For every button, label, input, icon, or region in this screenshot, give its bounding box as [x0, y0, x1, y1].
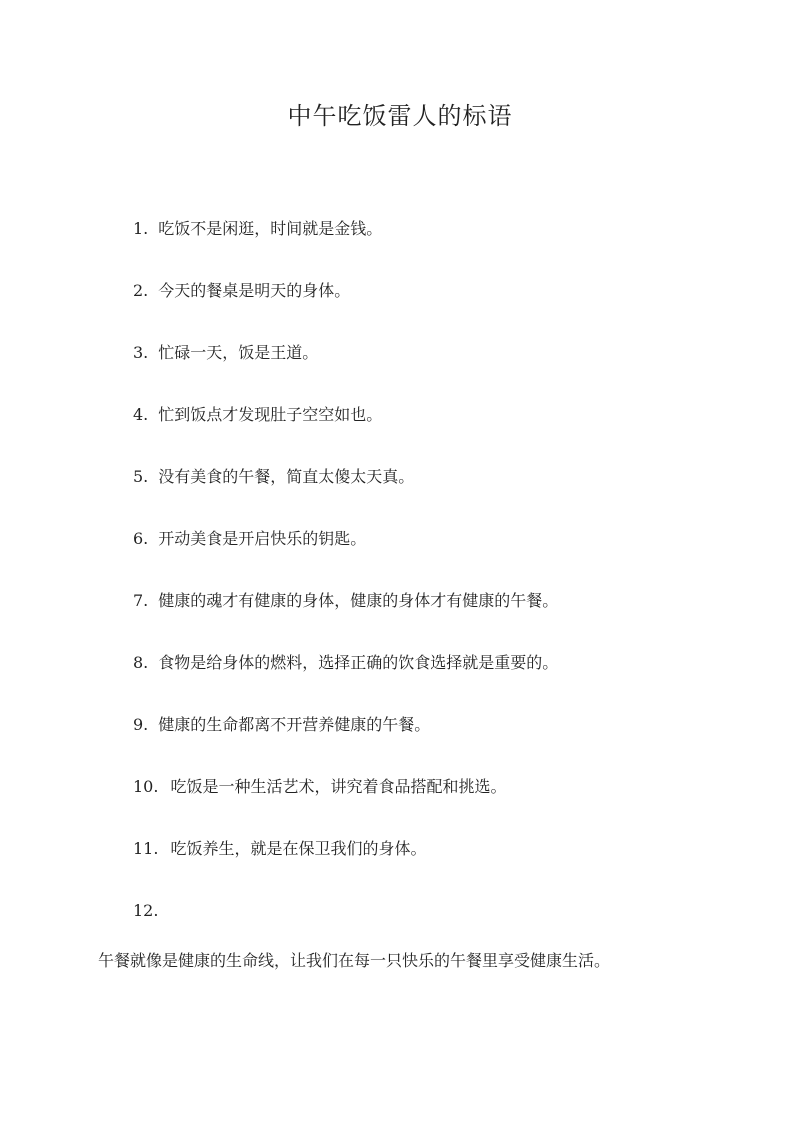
list-item-text: 今天的餐桌是明天的身体。: [158, 281, 351, 300]
list-item: [133, 339, 558, 401]
list-item: [133, 587, 558, 649]
list-item-number: 4.: [133, 405, 149, 424]
list-item-number: 3.: [133, 343, 149, 362]
list-item-number: 9.: [133, 715, 149, 734]
list-item-text: 健康的生命都离不开营养健康的午餐。: [158, 715, 431, 734]
list-item-number: 10.: [133, 777, 159, 796]
list-item-text: 忙到饭点才发现肚子空空如也。: [158, 405, 383, 424]
list-item-text: 健康的魂才有健康的身体，健康的身体才有健康的午餐。: [158, 591, 559, 610]
list-item-number: 11.: [133, 839, 159, 858]
list-item-number: 5.: [133, 467, 149, 486]
list-item-text: 吃饭养生，就是在保卫我们的身体。: [170, 839, 427, 858]
list-item-text: 食物是给身体的燃料，选择正确的饮食选择就是重要的。: [158, 653, 559, 672]
trailing-paragraph: 午餐就像是健康的生命线，让我们在每一只快乐的午餐里享受健康生活。: [98, 951, 611, 970]
list-item-number: 6.: [133, 529, 149, 548]
list-item: [133, 649, 558, 711]
document-title: 中午吃饭雷人的标语: [287, 102, 513, 130]
list-item: [133, 711, 558, 773]
list-item-text: 忙碌一天，饭是王道。: [158, 343, 319, 362]
list-item-text: 吃饭不是闲逛，时间就是金钱。: [158, 219, 383, 238]
list-item: [133, 463, 558, 525]
list-item: [133, 215, 558, 277]
list-item-text: 没有美食的午餐，简直太傻太天真。: [158, 467, 415, 486]
slogan-list: [133, 215, 558, 959]
list-item-text: 开动美食是开启快乐的钥匙。: [158, 529, 367, 548]
list-item-number: 2.: [133, 281, 149, 300]
list-item: [133, 525, 558, 587]
list-item-number: 8.: [133, 653, 149, 672]
list-item-text: 吃饭是一种生活艺术，讲究着食品搭配和挑选。: [170, 777, 507, 796]
list-item-number: 7.: [133, 591, 149, 610]
list-item: [133, 835, 558, 897]
list-item: [133, 277, 558, 339]
list-item-number: 1.: [133, 219, 149, 238]
list-item: [133, 401, 558, 463]
list-item: [133, 773, 558, 835]
list-item-number: 12.: [133, 901, 159, 920]
